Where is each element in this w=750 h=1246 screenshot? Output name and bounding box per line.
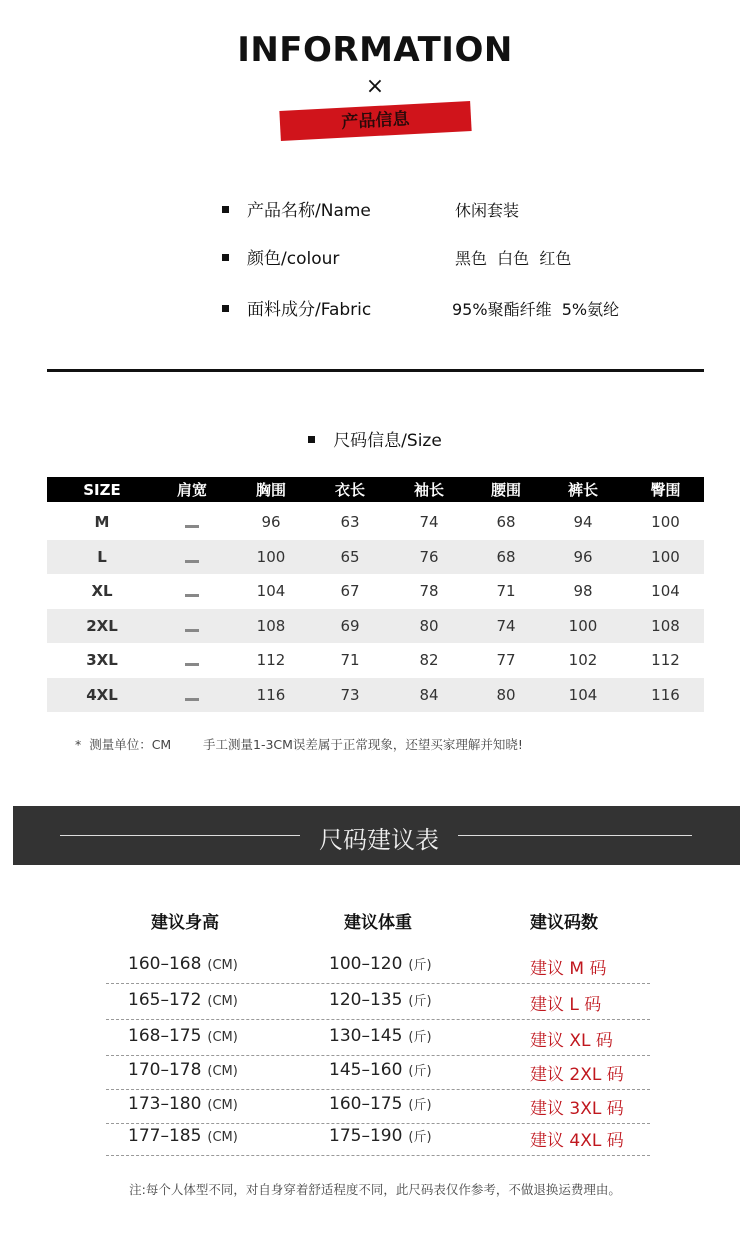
cell-size: 4XL (86, 685, 118, 704)
size-heading-text: 尺码信息/Size (333, 431, 442, 451)
weight-unit: (斤) (408, 1130, 432, 1145)
size-suggestion: 建议 3XL 码 (530, 1099, 624, 1119)
cell-waist: 68 (496, 513, 516, 532)
cell-hip: 100 (651, 513, 680, 532)
dash-icon (185, 525, 199, 528)
recommend-row (106, 948, 650, 984)
cell-chest: 104 (256, 582, 286, 601)
shoulder-dash (157, 548, 227, 566)
height-range (128, 1060, 238, 1080)
info-row-fabric (222, 295, 371, 320)
dash-icon (185, 629, 199, 632)
info-value-fabric: 95%聚酯纤维 5%氨纶 (452, 300, 620, 319)
cell-length: 73 (340, 685, 360, 704)
cell-size: L (97, 547, 107, 566)
table-row (47, 505, 704, 540)
bullet-icon (222, 305, 229, 312)
cell-pants: 100 (568, 616, 598, 635)
table-row (47, 678, 704, 713)
col-waist: 腰围 (490, 481, 521, 499)
info-value-name: 休闲套装 (455, 201, 520, 220)
bullet-icon (222, 206, 229, 213)
weight-range (329, 1126, 432, 1146)
height-range (128, 990, 238, 1010)
header-size: 建议码数 (530, 913, 598, 933)
height-value: 165–172 (128, 990, 202, 1010)
recommend-row (106, 1054, 650, 1090)
cell-pants: 96 (573, 547, 593, 566)
cell-length: 63 (340, 513, 360, 532)
weight-unit: (斤) (408, 1098, 432, 1113)
cell-chest: 112 (256, 651, 286, 670)
size-suggestion: 建议 2XL 码 (530, 1065, 624, 1085)
height-value: 173–180 (128, 1094, 202, 1114)
weight-value: 130–145 (329, 1026, 403, 1046)
dash-icon (185, 663, 199, 666)
height-unit: (CM) (207, 958, 238, 973)
weight-value: 120–135 (329, 990, 403, 1010)
band-line-left (60, 835, 300, 836)
cell-sleeve: 78 (419, 582, 439, 601)
cell-sleeve: 80 (419, 616, 439, 635)
dash-icon (185, 594, 199, 597)
cell-hip: 100 (651, 547, 680, 566)
size-suggestion: 建议 L 码 (530, 995, 602, 1015)
cell-size: 3XL (86, 651, 118, 670)
height-unit: (CM) (207, 1098, 238, 1113)
col-pants: 裤长 (567, 481, 598, 499)
cell-length: 65 (340, 547, 360, 566)
cell-hip: 116 (651, 685, 680, 704)
cell-waist: 77 (496, 651, 516, 670)
cell-hip: 104 (651, 582, 680, 601)
info-label: 面料成分/Fabric (247, 300, 372, 320)
col-shoulder: 肩宽 (176, 481, 207, 499)
height-value: 160–168 (128, 954, 202, 974)
cell-sleeve: 74 (419, 513, 439, 532)
table-row (47, 643, 704, 678)
weight-unit: (斤) (408, 958, 432, 973)
weight-unit: (斤) (408, 1030, 432, 1045)
info-title: INFORMATION (237, 30, 513, 70)
cell-hip: 108 (651, 616, 680, 635)
weight-value: 145–160 (329, 1060, 403, 1080)
cell-pants: 102 (568, 651, 598, 670)
height-range (128, 1094, 238, 1114)
col-sleeve: 袖长 (413, 481, 444, 499)
size-suggestion: 建议 XL 码 (530, 1031, 613, 1051)
weight-unit: (斤) (408, 994, 432, 1009)
recommend-title: 尺码建议表 (319, 826, 439, 854)
weight-value: 175–190 (329, 1126, 403, 1146)
shoulder-dash (157, 651, 227, 669)
height-range (128, 1026, 238, 1046)
weight-range (329, 990, 432, 1010)
bullet-icon (308, 436, 315, 443)
height-value: 168–175 (128, 1026, 202, 1046)
height-value: 170–178 (128, 1060, 202, 1080)
cell-waist: 71 (496, 582, 516, 601)
cell-waist: 74 (496, 616, 516, 635)
height-unit: (CM) (207, 1130, 238, 1145)
cell-chest: 96 (261, 513, 281, 532)
dash-icon (185, 698, 199, 701)
col-hip: 臀围 (650, 481, 681, 499)
cell-sleeve: 76 (419, 547, 439, 566)
weight-value: 160–175 (329, 1094, 403, 1114)
weight-range (329, 954, 432, 974)
times-mark: × (365, 74, 385, 99)
info-row-name (222, 196, 371, 221)
disclaimer-note: 注:每个人体型不同，对自身穿着舒适程度不同，此尺码表仅作参考，不做退换运费理由。 (129, 1182, 621, 1197)
table-row (47, 540, 704, 575)
weight-range (329, 1026, 432, 1046)
col-size: SIZE (83, 480, 121, 499)
weight-range (329, 1060, 432, 1080)
cell-pants: 104 (568, 685, 598, 704)
size-suggestion: 建议 4XL 码 (530, 1131, 624, 1151)
height-range (128, 954, 238, 974)
dash-icon (185, 560, 199, 563)
header-weight: 建议体重 (344, 913, 412, 933)
cell-size: M (94, 513, 110, 532)
cell-waist: 80 (496, 685, 516, 704)
shoulder-dash (157, 686, 227, 704)
table-row (47, 574, 704, 609)
recommend-row (106, 1088, 650, 1124)
shoulder-dash (157, 617, 227, 635)
recommend-row (106, 1120, 650, 1156)
cell-waist: 68 (496, 547, 516, 566)
weight-unit: (斤) (408, 1064, 432, 1079)
recommend-row (106, 984, 650, 1020)
info-row-colour (222, 244, 339, 269)
size-table-header (47, 477, 704, 502)
header-height: 建议身高 (151, 913, 219, 933)
cell-pants: 98 (573, 582, 593, 601)
col-chest: 胸围 (255, 481, 286, 499)
band-line-right (458, 835, 692, 836)
cell-length: 69 (340, 616, 360, 635)
table-row (47, 609, 704, 644)
cell-length: 67 (340, 582, 360, 601)
measure-note: * 测量单位：CM 手工测量1-3CM误差属于正常现象，还望买家理解并知晓! (75, 737, 523, 752)
height-unit: (CM) (207, 994, 238, 1009)
recommend-row (106, 1020, 650, 1056)
cell-chest: 100 (256, 547, 286, 566)
size-table (47, 477, 704, 712)
cell-length: 71 (340, 651, 360, 670)
divider (47, 369, 704, 372)
height-unit: (CM) (207, 1064, 238, 1079)
info-value-colour: 黑色 白色 红色 (455, 249, 572, 268)
bullet-icon (222, 254, 229, 261)
cell-size: XL (91, 582, 113, 601)
col-length: 衣长 (334, 481, 365, 499)
cell-size: 2XL (86, 616, 118, 635)
weight-value: 100–120 (329, 954, 403, 974)
size-suggestion: 建议 M 码 (530, 959, 607, 979)
shoulder-dash (157, 513, 227, 531)
product-info-banner: 产品信息 (279, 101, 471, 141)
info-label: 颜色/colour (247, 249, 340, 269)
cell-chest: 116 (256, 685, 286, 704)
cell-sleeve: 84 (419, 685, 439, 704)
cell-sleeve: 82 (419, 651, 439, 670)
size-heading (0, 426, 750, 451)
cell-hip: 112 (651, 651, 680, 670)
info-label: 产品名称/Name (247, 201, 371, 221)
height-range (128, 1126, 238, 1146)
height-value: 177–185 (128, 1126, 202, 1146)
weight-range (329, 1094, 432, 1114)
cell-pants: 94 (573, 513, 593, 532)
height-unit: (CM) (207, 1030, 238, 1045)
cell-chest: 108 (256, 616, 286, 635)
shoulder-dash (157, 582, 227, 600)
